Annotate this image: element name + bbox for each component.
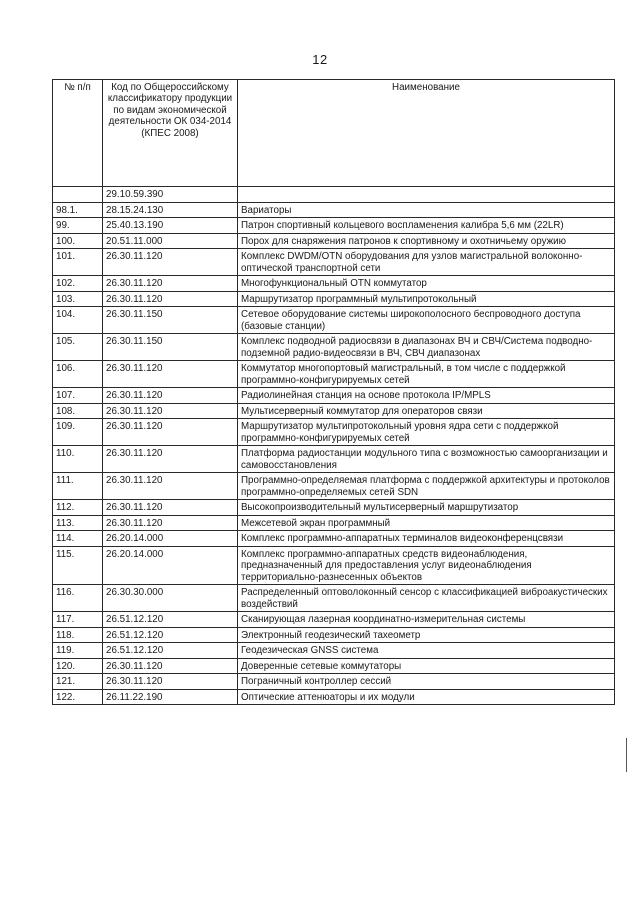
row-code: 26.30.11.120 [103, 361, 238, 388]
table-row [53, 643, 615, 659]
table-row [53, 531, 615, 547]
row-code: 26.30.30.000 [103, 585, 238, 612]
table-row [53, 674, 615, 690]
row-number: 122. [53, 689, 103, 705]
row-name: Электронный геодезический тахеометр [238, 627, 615, 643]
row-number: 110. [53, 446, 103, 473]
table-row [53, 546, 615, 585]
row-name: Сетевое оборудование системы широкополосного беспроводного доступа (базовые станции) [238, 307, 615, 334]
table-header-row [53, 80, 615, 187]
table-row [53, 658, 615, 674]
row-number: 120. [53, 658, 103, 674]
row-number: 118. [53, 627, 103, 643]
table-row [53, 307, 615, 334]
row-name: Комплекс подводной радиосвязи в диапазонах ВЧ и СВЧ/Система подводно-подземной радио-видеосвязи в ВЧ, СВЧ диапазонах [238, 334, 615, 361]
row-number: 101. [53, 249, 103, 276]
row-name: Сканирующая лазерная координатно-измерительная системы [238, 612, 615, 628]
row-name: Геодезическая GNSS система [238, 643, 615, 659]
table-row [53, 187, 615, 203]
header-num: № п/п [53, 80, 103, 187]
row-code: 26.30.11.120 [103, 473, 238, 500]
table-row [53, 419, 615, 446]
row-name: Высокопроизводительный мультисерверный маршрутизатор [238, 500, 615, 516]
row-code: 26.51.12.120 [103, 643, 238, 659]
row-name: Программно-определяемая платформа с поддержкой архитектуры и протоколов программно-определяемых сетей SDN [238, 473, 615, 500]
row-number: 107. [53, 388, 103, 404]
row-name: Маршрутизатор программный мультипротокольный [238, 291, 615, 307]
row-name: Комплекс программно-аппаратных терминалов видеоконференцсвязи [238, 531, 615, 547]
row-code: 26.51.12.120 [103, 627, 238, 643]
row-code: 26.30.11.120 [103, 658, 238, 674]
table-row [53, 361, 615, 388]
row-code: 29.10.59.390 [103, 187, 238, 203]
row-code: 25.40.13.190 [103, 218, 238, 234]
row-code: 26.30.11.120 [103, 446, 238, 473]
row-number: 108. [53, 403, 103, 419]
row-number: 119. [53, 643, 103, 659]
row-code: 20.51.11.000 [103, 233, 238, 249]
row-number: 121. [53, 674, 103, 690]
row-code: 26.30.11.120 [103, 674, 238, 690]
products-table [52, 79, 615, 705]
header-code: Код по Общероссийскому классификатору продукции по видам экономической деятельности ОК 034-2014 (КПЕС 2008) [103, 80, 238, 187]
row-number: 102. [53, 276, 103, 292]
table-body [53, 187, 615, 705]
table-row [53, 291, 615, 307]
row-number: 116. [53, 585, 103, 612]
table-row [53, 403, 615, 419]
row-name: Комплекс программно-аппаратных средств видеонаблюдения, предназначенный для предоставления услуг видеонаблюдения территориально-разнесенных объектов [238, 546, 615, 585]
row-name: Доверенные сетевые коммутаторы [238, 658, 615, 674]
row-number: 106. [53, 361, 103, 388]
row-code: 26.11.22.190 [103, 689, 238, 705]
table-row [53, 515, 615, 531]
row-name: Межсетевой экран программный [238, 515, 615, 531]
row-code: 26.30.11.120 [103, 388, 238, 404]
table-row [53, 446, 615, 473]
table-row [53, 202, 615, 218]
row-code: 28.15.24.130 [103, 202, 238, 218]
row-name: Распределенный оптоволоконный сенсор с классификацией виброакустических воздействий [238, 585, 615, 612]
row-name: Коммутатор многопортовый магистральный, в том числе с поддержкой программно-конфигурируемых сетей [238, 361, 615, 388]
table-row [53, 500, 615, 516]
row-number: 114. [53, 531, 103, 547]
row-code: 26.30.11.120 [103, 291, 238, 307]
table-row [53, 585, 615, 612]
row-code: 26.30.11.150 [103, 334, 238, 361]
row-number: 104. [53, 307, 103, 334]
row-number: 112. [53, 500, 103, 516]
table-row [53, 689, 615, 705]
table-row [53, 627, 615, 643]
row-number: 113. [53, 515, 103, 531]
row-number: 99. [53, 218, 103, 234]
row-name: Оптические аттенюаторы и их модули [238, 689, 615, 705]
row-code: 26.30.11.120 [103, 249, 238, 276]
row-name: Многофункциональный OTN коммутатор [238, 276, 615, 292]
table-row [53, 276, 615, 292]
row-code: 26.30.11.120 [103, 515, 238, 531]
row-name: Маршрутизатор мультипротокольный уровня ядра сети с поддержкой программно-конфигурируемых сетей [238, 419, 615, 446]
row-number [53, 187, 103, 203]
row-number: 115. [53, 546, 103, 585]
table-row [53, 249, 615, 276]
page-number: 12 [312, 52, 328, 67]
row-number: 111. [53, 473, 103, 500]
row-code: 26.20.14.000 [103, 546, 238, 585]
row-name: Порох для снаряжения патронов к спортивному и охотничьему оружию [238, 233, 615, 249]
table-row [53, 218, 615, 234]
row-code: 26.30.11.120 [103, 419, 238, 446]
row-name: Радиолинейная станция на основе протокола IP/MPLS [238, 388, 615, 404]
table-row [53, 388, 615, 404]
table-row [53, 334, 615, 361]
row-name: Патрон спортивный кольцевого воспламенения калибра 5,6 мм (22LR) [238, 218, 615, 234]
row-name: Вариаторы [238, 202, 615, 218]
row-number: 109. [53, 419, 103, 446]
row-code: 26.30.11.120 [103, 276, 238, 292]
margin-mark [626, 738, 627, 772]
table-row [53, 233, 615, 249]
row-code: 26.30.11.120 [103, 500, 238, 516]
row-code: 26.20.14.000 [103, 531, 238, 547]
row-code: 26.51.12.120 [103, 612, 238, 628]
row-code: 26.30.11.150 [103, 307, 238, 334]
row-name: Мультисерверный коммутатор для операторов связи [238, 403, 615, 419]
table-row [53, 612, 615, 628]
row-number: 98.1. [53, 202, 103, 218]
table-row [53, 473, 615, 500]
row-name: Комплекс DWDM/OTN оборудования для узлов магистральной волоконно-оптической транспортной сети [238, 249, 615, 276]
row-code: 26.30.11.120 [103, 403, 238, 419]
header-name: Наименование [238, 80, 615, 187]
row-name [238, 187, 615, 203]
row-number: 105. [53, 334, 103, 361]
row-name: Платформа радиостанции модульного типа с возможностью самоорганизации и самовосстановления [238, 446, 615, 473]
row-number: 117. [53, 612, 103, 628]
row-name: Пограничный контроллер сессий [238, 674, 615, 690]
row-number: 103. [53, 291, 103, 307]
row-number: 100. [53, 233, 103, 249]
